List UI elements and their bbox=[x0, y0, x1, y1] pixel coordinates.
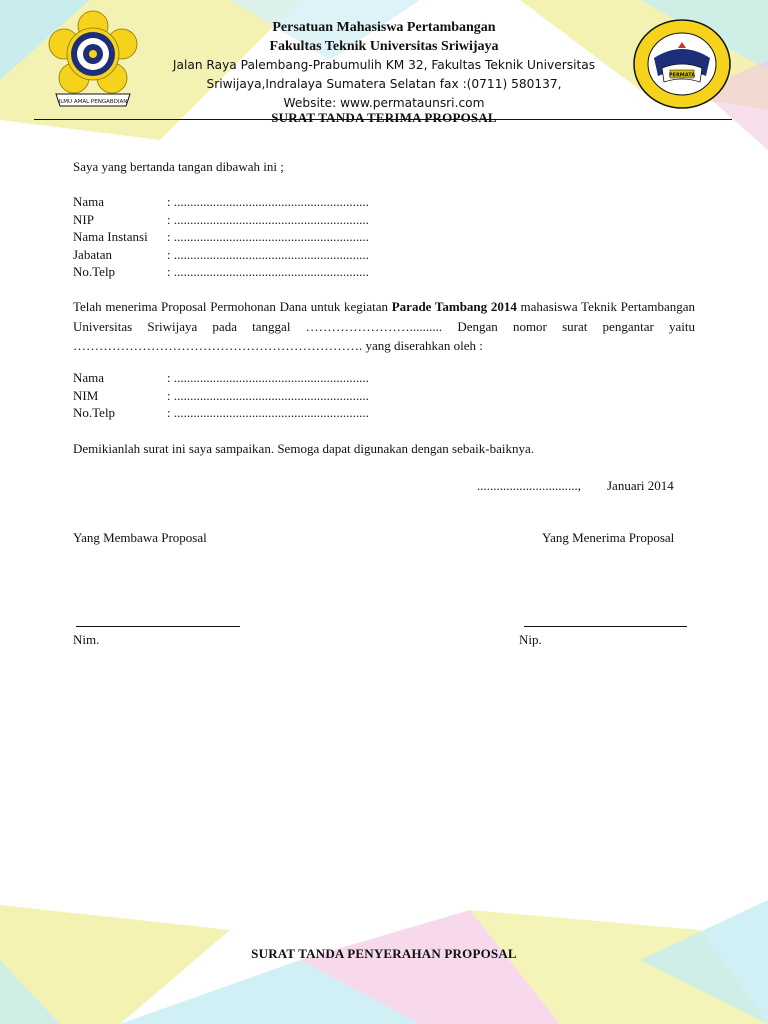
sender-nim-row bbox=[73, 387, 369, 405]
website: Website: www.permataunsri.com bbox=[283, 96, 485, 110]
svg-text:ILMU AMAL PENGABDIAN: ILMU AMAL PENGABDIAN bbox=[58, 99, 128, 105]
closing-text: Demikianlah surat ini saya sampaikan. Semoga dapat digunakan dengan sebaik-baiknya. bbox=[73, 441, 534, 456]
sender-signature-line bbox=[76, 626, 240, 627]
faculty-name: Fakultas Teknik Universitas Sriwijaya bbox=[269, 39, 499, 54]
field-label: Nama bbox=[73, 194, 105, 209]
field-label: No.Telp bbox=[73, 405, 116, 420]
field-blank: : ............................................................ bbox=[167, 370, 369, 385]
sender-signature-title: Yang Membawa Proposal bbox=[73, 530, 207, 545]
field-blank: : ............................................................ bbox=[167, 246, 369, 262]
field-blank: : ............................................................ bbox=[167, 194, 369, 209]
field-blank: : ............................................................ bbox=[167, 229, 369, 244]
field-label: NIM bbox=[73, 387, 99, 403]
receiver-nip-row bbox=[73, 211, 369, 229]
field-label: Nama Instansi bbox=[73, 229, 148, 244]
receiver-position-row bbox=[73, 246, 369, 264]
place-blank: ..............................., bbox=[477, 478, 581, 493]
sender-name-row bbox=[73, 369, 369, 387]
letterhead bbox=[150, 18, 618, 113]
event-name: Parade Tambang 2014 bbox=[391, 299, 517, 314]
address-line-1: Jalan Raya Palembang-Prabumulih KM 32, Fakultas Teknik Universitas bbox=[172, 58, 596, 72]
intro-text: Saya yang bertanda tangan dibawah ini ; bbox=[73, 159, 284, 174]
date-line bbox=[477, 478, 674, 494]
receiver-signature-title: Yang Menerima Proposal bbox=[542, 530, 675, 545]
field-blank: : ............................................................ bbox=[167, 264, 369, 279]
field-label: Jabatan bbox=[73, 246, 112, 262]
address-line-2: Sriwijaya,Indralaya Sumatera Selatan fax :(0711) 580137, bbox=[206, 77, 562, 91]
receiver-signature-line bbox=[524, 626, 687, 627]
field-blank: : ............................................................ bbox=[167, 405, 369, 420]
university-logo-icon bbox=[44, 10, 142, 110]
field-label: NIP bbox=[73, 211, 94, 227]
receiver-name-row bbox=[73, 193, 369, 211]
receiver-phone-row bbox=[73, 263, 369, 281]
svg-text:PERMATA: PERMATA bbox=[668, 72, 696, 79]
sender-nim-label: Nim. bbox=[73, 632, 100, 647]
sender-phone-row bbox=[73, 404, 369, 422]
field-blank: : ............................................................ bbox=[167, 211, 369, 227]
field-blank: : ............................................................ bbox=[167, 387, 369, 403]
receiver-nip-label: Nip. bbox=[519, 632, 542, 647]
receipt-paragraph: Telah menerima Proposal Permohonan Dana untuk kegiatan Parade Tambang 2014 mahasiswa Teknik Pertambangan Universitas Sriwijaya pada tanggal …………………….......... Dengan nomor surat pengantar yaitu …………………………………………………………. yang diserahkan oleh : bbox=[73, 299, 695, 353]
permata-logo-icon bbox=[632, 18, 732, 110]
date-month-year: Januari 2014 bbox=[607, 478, 674, 493]
document-title: SURAT TANDA TERIMA PROPOSAL bbox=[271, 110, 497, 125]
field-label: No.Telp bbox=[73, 264, 116, 279]
organization-name: Persatuan Mahasiswa Pertambangan bbox=[272, 20, 496, 35]
field-label: Nama bbox=[73, 370, 105, 385]
next-page-title: SURAT TANDA PENYERAHAN PROPOSAL bbox=[251, 946, 517, 961]
receiver-agency-row bbox=[73, 228, 369, 246]
